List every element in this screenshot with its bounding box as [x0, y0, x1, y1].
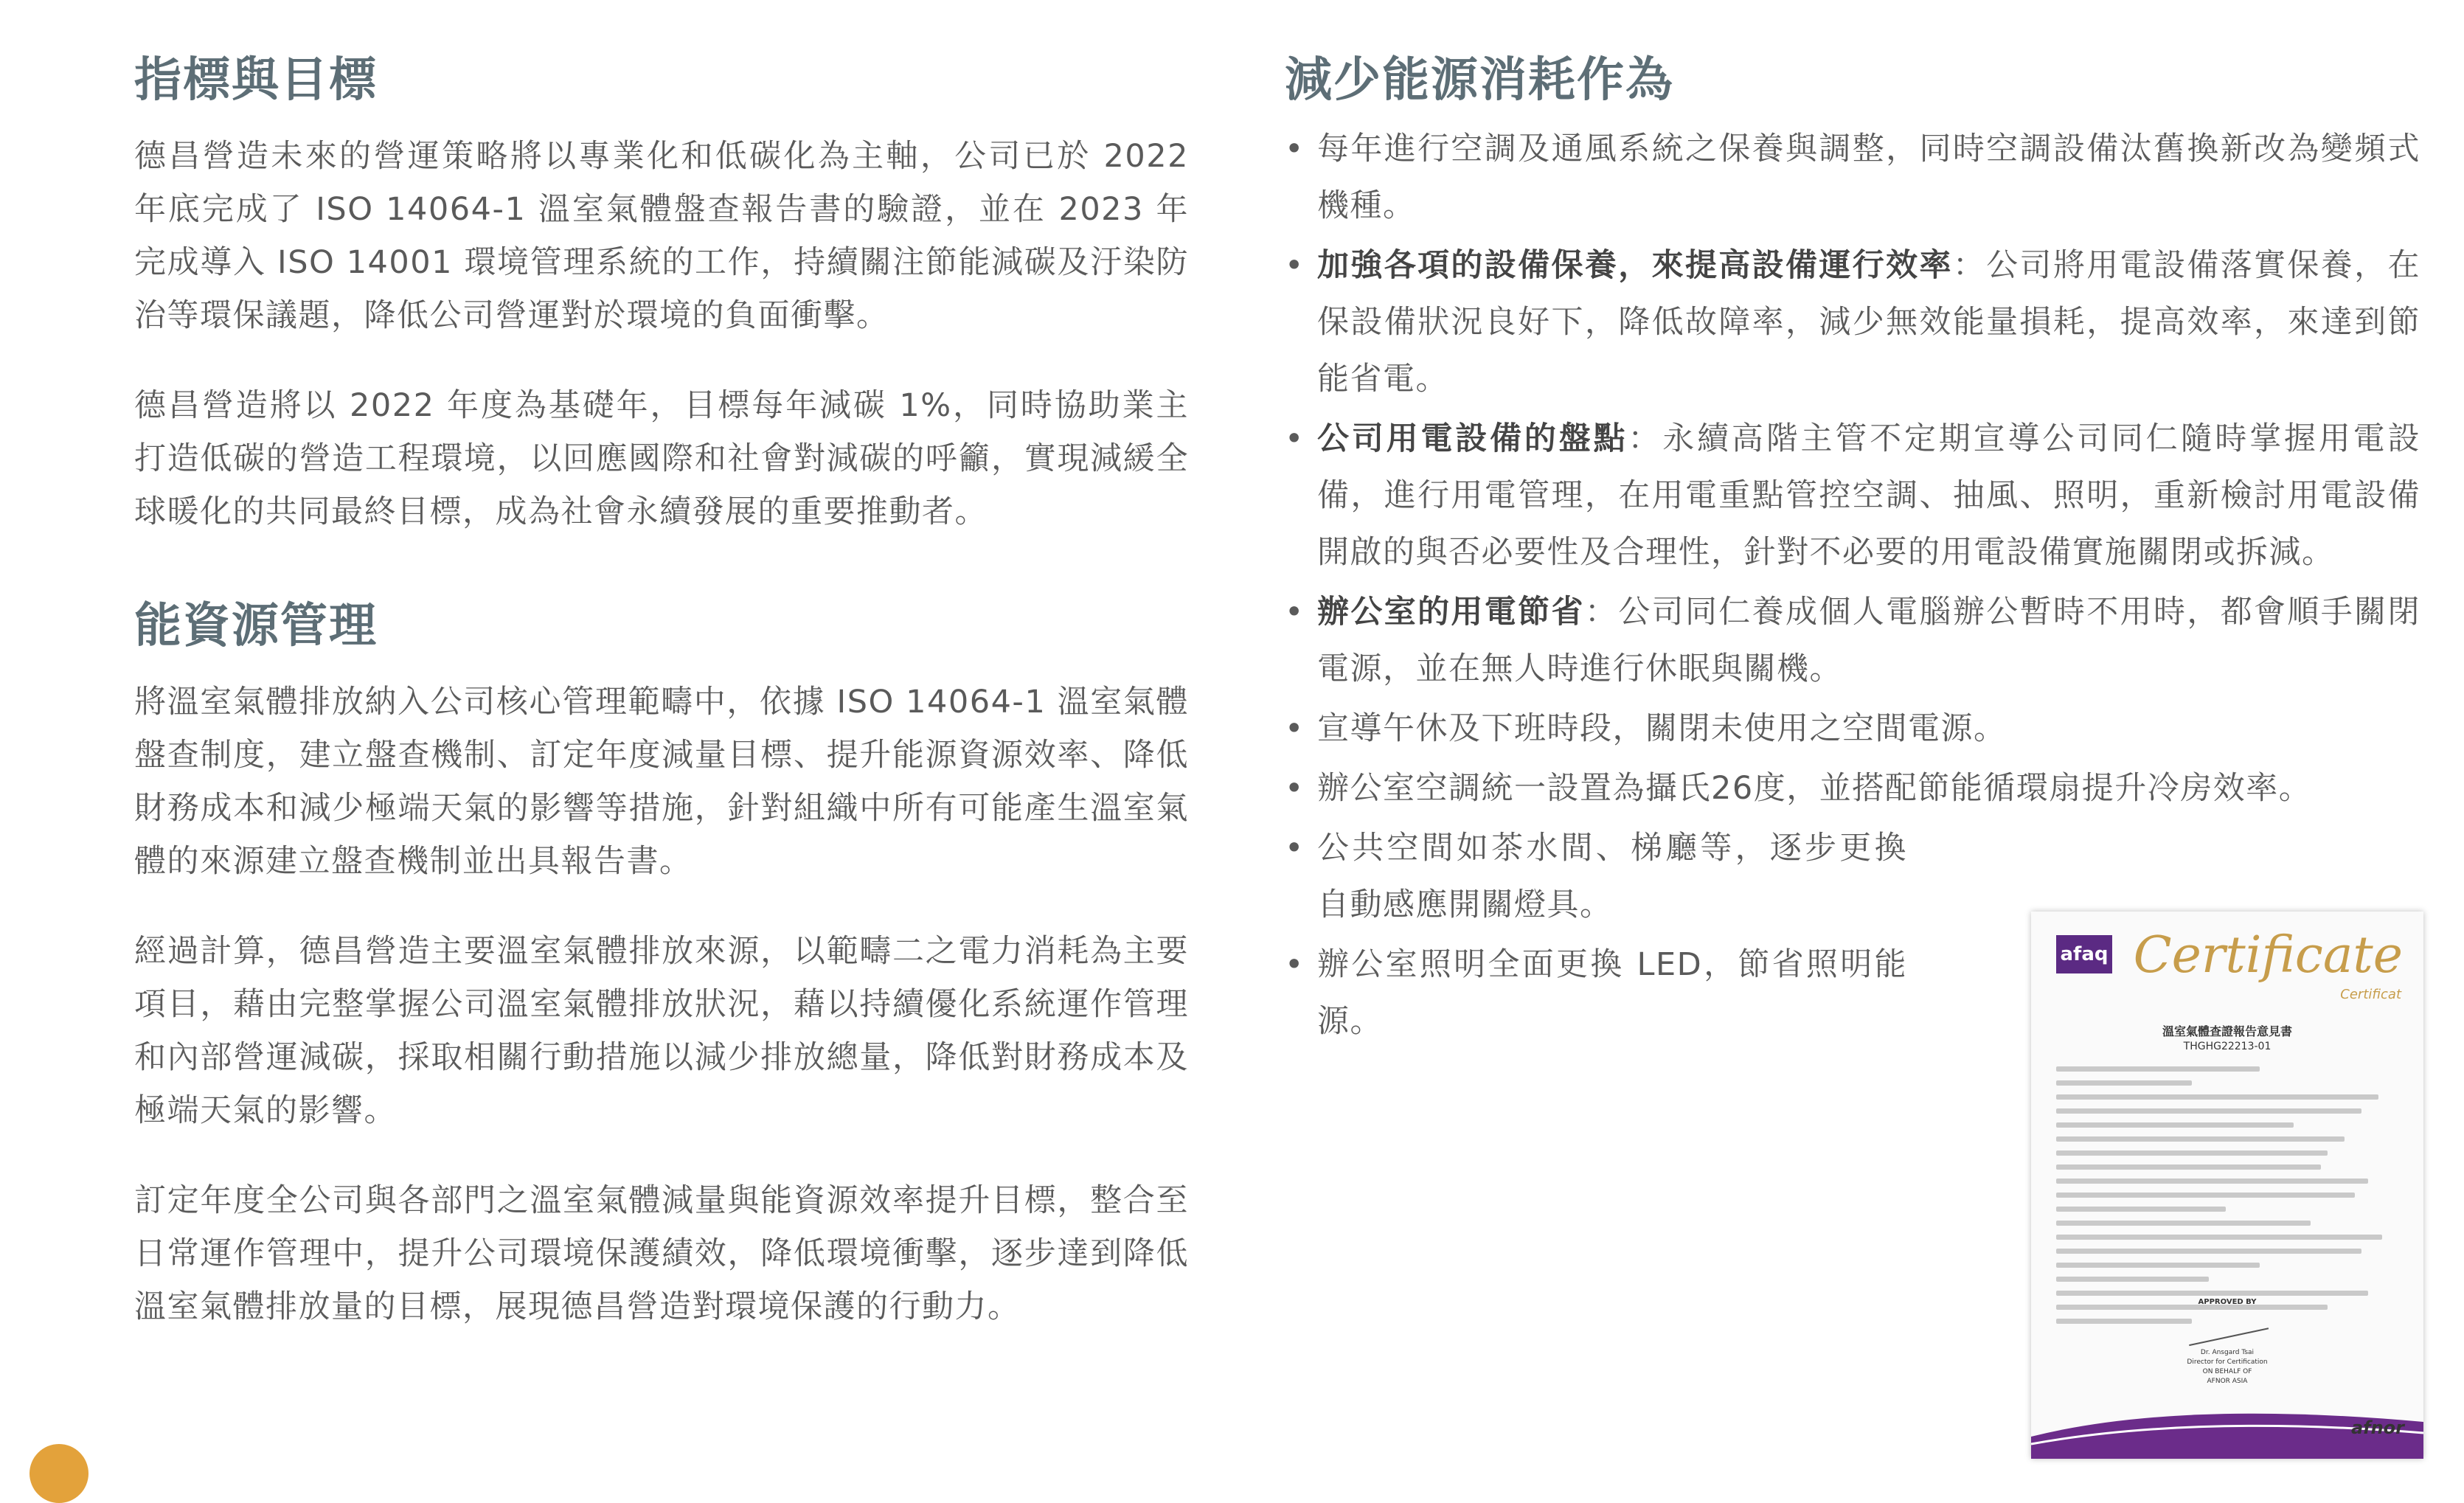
paragraph-baseline-target: 德昌營造將以 2022 年度為基礎年，目標每年減碳 1%，同時協助業主打造低碳的營造工程環境，以回應國際和社會對減碳的呼籲，實現減緩全球暖化的共同最終目標，成為社會永續發展的重要推動者。	[134, 387, 1189, 530]
certificate-text-lines	[2056, 1066, 2395, 1333]
paragraph-annual-goals: 訂定年度全公司與各部門之溫室氣體減量與能資源效率提升目標，整合至日常運作管理中，提升公司環境保護績效，降低環境衝擊，逐步達到降低溫室氣體排放量的目標，展現德昌營造對環境保護的行動力。	[134, 1182, 1189, 1325]
heading-indicators-targets: 指標與目標	[134, 53, 378, 108]
certificate-approved-label: APPROVED BY	[2198, 1298, 2257, 1306]
energy-reduction-list	[1285, 121, 2420, 1050]
list-item: • 每年進行空調及通風系統之保養與調整，同時空調設備汰舊換新改為變頻式機種。	[1285, 121, 2420, 235]
list-item: • 辦公室照明全面更換 LED，節省照明能源。	[1285, 937, 1907, 1050]
right-column	[1285, 47, 2420, 1053]
paragraph-ghg-inventory: 將溫室氣體排放納入公司核心管理範疇中，依據 ISO 14064-1 溫室氣體盤查制度，建立盤查機制、訂定年度減量目標、提升能源資源效率、降低財務成本和減少極端天氣的影響等措施，針對組織中所有可能產生溫室氣體的來源建立盤查機制並出具報告書。	[134, 684, 1189, 880]
list-item: • 公司用電設備的盤點：永續高階主管不定期宣導公司同仁隨時掌握用電設備，進行用電管理，在用電重點管控空調、抽風、照明，重新檢討用電設備開啟的與否必要性及合理性，針對不必要的用電設備實施關閉或拆減。	[1285, 411, 2420, 581]
afnor-logo: afnor	[2350, 1417, 2404, 1438]
list-item: • 宣導午休及下班時段，關閉未使用之空間電源。	[1285, 701, 2420, 757]
certificate-image	[2031, 912, 2423, 1459]
certificate-signer: Dr. Ansgard Tsai Director for Certification ON BEHALF OF AFNOR ASIA	[2187, 1349, 2268, 1385]
paragraph-calculation: 經過計算，德昌營造主要溫室氣體排放來源，以範疇二之電力消耗為主要項目，藉由完整掌握公司溫室氣體排放狀況，藉以持續優化系統運作管理和內部營運減碳，採取相關行動措施以減少排放總量，降低對財務成本及極端天氣的影響。	[134, 933, 1189, 1129]
page-corner-circle	[30, 1444, 89, 1503]
list-item: • 辦公室空調統一設置為攝氏26度，並搭配節能循環扇提升冷房效率。	[1285, 760, 2420, 817]
paragraph-strategy: 德昌營造未來的營運策略將以專業化和低碳化為主軸，公司已於 2022 年底完成了 ISO 14064-1 溫室氣體盤查報告書的驗證，並在 2023 年完成導入 ISO 14001 環境管理系統的工作，持續關注節能減碳及汙染防治等環保議題，降低公司營運對於環境的負面衝擊。	[134, 138, 1189, 334]
certificate-number: THGHG22213-01	[2183, 1041, 2272, 1052]
list-item: • 加強各項的設備保養，來提高設備運行效率：公司將用電設備落實保養，在保設備狀況良好下，降低故障率，減少無效能量損耗，提高效率，來達到節能省電。	[1285, 237, 2420, 408]
certificate-heading: 溫室氣體查證報告意見書	[2162, 1024, 2292, 1038]
heading-energy-reduction: 減少能源消耗作為	[1285, 53, 1674, 108]
left-column	[134, 47, 1189, 1333]
heading-energy-management: 能資源管理	[134, 599, 378, 653]
afaq-logo: afaq	[2056, 935, 2112, 973]
certificate-title: Certificate	[2133, 926, 2403, 985]
certificate-subtitle: Certificat	[2340, 987, 2401, 1002]
list-item: • 公共空間如茶水間、梯廳等，逐步更換自動感應開關燈具。	[1285, 820, 1907, 934]
list-item: • 辦公室的用電節省：公司同仁養成個人電腦辦公暫時不用時，都會順手關閉電源，並在無人時進行休眠與關機。	[1285, 584, 2420, 698]
